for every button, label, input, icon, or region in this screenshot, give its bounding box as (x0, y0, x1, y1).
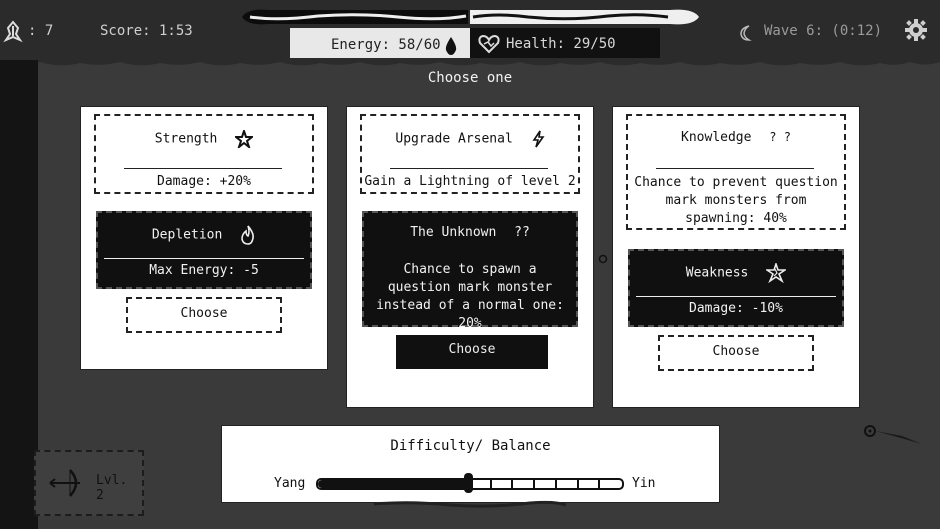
debuff-title-row (630, 263, 842, 283)
left-wall (0, 60, 38, 529)
energy-text: Energy: 58/60 (331, 37, 441, 53)
debuff-title: Depletion (151, 227, 223, 243)
score-text: Score: 1:53 (100, 23, 193, 39)
divider (104, 258, 304, 259)
bow-icon (48, 468, 84, 498)
divider (636, 296, 836, 297)
slider-tick (577, 479, 579, 489)
debuff-desc: Max Energy: -5 (149, 263, 259, 278)
choose-button-2[interactable]: Choose (396, 335, 548, 369)
buff-desc: Gain a Lightning of level 2 (364, 174, 576, 189)
flame-icon (240, 225, 256, 245)
debuff-box (362, 211, 578, 331)
slider-tick (598, 479, 600, 489)
buff-title: Knowledge (681, 130, 752, 145)
choice-card-1 (80, 106, 328, 370)
buff-desc: Damage: +20% (157, 174, 251, 189)
top-bar-torn-edge (0, 58, 940, 68)
debuff-title-row (364, 225, 576, 240)
question-marks-icon: ? ? (769, 130, 791, 144)
settings-gear-icon[interactable] (904, 18, 928, 42)
slider-tick (555, 479, 557, 489)
buff-desc: Chance to prevent question mark monsters from spawning: 40% (634, 175, 838, 226)
buff-box (360, 114, 580, 194)
energy-drop-icon (444, 36, 458, 56)
buff-box (626, 114, 846, 230)
small-orb-icon (598, 254, 608, 264)
slider-knob[interactable] (464, 473, 473, 493)
debuff-box (628, 249, 844, 327)
lightning-icon (531, 130, 545, 148)
slider-tick (338, 479, 340, 489)
slider-tick (533, 479, 535, 489)
choose-one-prompt: Choose one (427, 70, 513, 86)
bug-count: : 7 (28, 23, 54, 39)
buff-title-row (628, 130, 844, 145)
health-text: Health: 29/50 (506, 36, 616, 52)
buff-title-row (362, 130, 578, 148)
bug-icon (2, 20, 24, 44)
star-icon (235, 130, 253, 148)
slider-tick (511, 479, 513, 489)
buff-title: Strength (154, 131, 218, 147)
wave-text: Wave 6: (0:12) (764, 23, 883, 39)
debuff-desc: Chance to spawn a question mark monster instead of a normal one: 20% (376, 262, 564, 331)
balance-left-label: Yang (274, 476, 306, 491)
panel-shadow-scribble (370, 499, 570, 509)
moon-icon (738, 24, 754, 42)
choose-button-3[interactable]: Choose (658, 335, 814, 371)
monster-icon (862, 422, 926, 448)
balance-title: Difficulty/ Balance (390, 438, 551, 454)
debuff-title-row (98, 225, 310, 245)
choice-card-2 (346, 106, 594, 408)
slider-tick (359, 479, 361, 489)
difficulty-balance-panel (221, 425, 720, 503)
buff-box (94, 114, 314, 194)
level-label: Lvl. 2 (96, 473, 128, 503)
debuff-title: The Unknown (410, 225, 497, 240)
level-panel (34, 450, 144, 516)
slider-tick (425, 479, 427, 489)
balance-right-label: Yin (632, 476, 656, 491)
divider (124, 168, 282, 169)
divider (390, 168, 548, 169)
buff-title-row (96, 130, 312, 148)
slider-tick (403, 479, 405, 489)
choose-button-1[interactable]: Choose (126, 297, 282, 333)
question-marks-icon: ?? (514, 225, 530, 240)
divider (656, 168, 814, 169)
choice-card-3 (612, 106, 860, 408)
debuff-box (96, 211, 312, 289)
slider-tick (490, 479, 492, 489)
top-center-banner (238, 6, 703, 28)
debuff-desc: Damage: -10% (689, 301, 783, 316)
debuff-title: Weakness (685, 265, 749, 281)
slider-tick (446, 479, 448, 489)
heart-icon (478, 34, 500, 54)
balance-slider[interactable] (316, 477, 626, 491)
slider-tick (381, 479, 383, 489)
broken-star-icon (766, 263, 786, 283)
buff-title: Upgrade Arsenal (395, 131, 513, 147)
